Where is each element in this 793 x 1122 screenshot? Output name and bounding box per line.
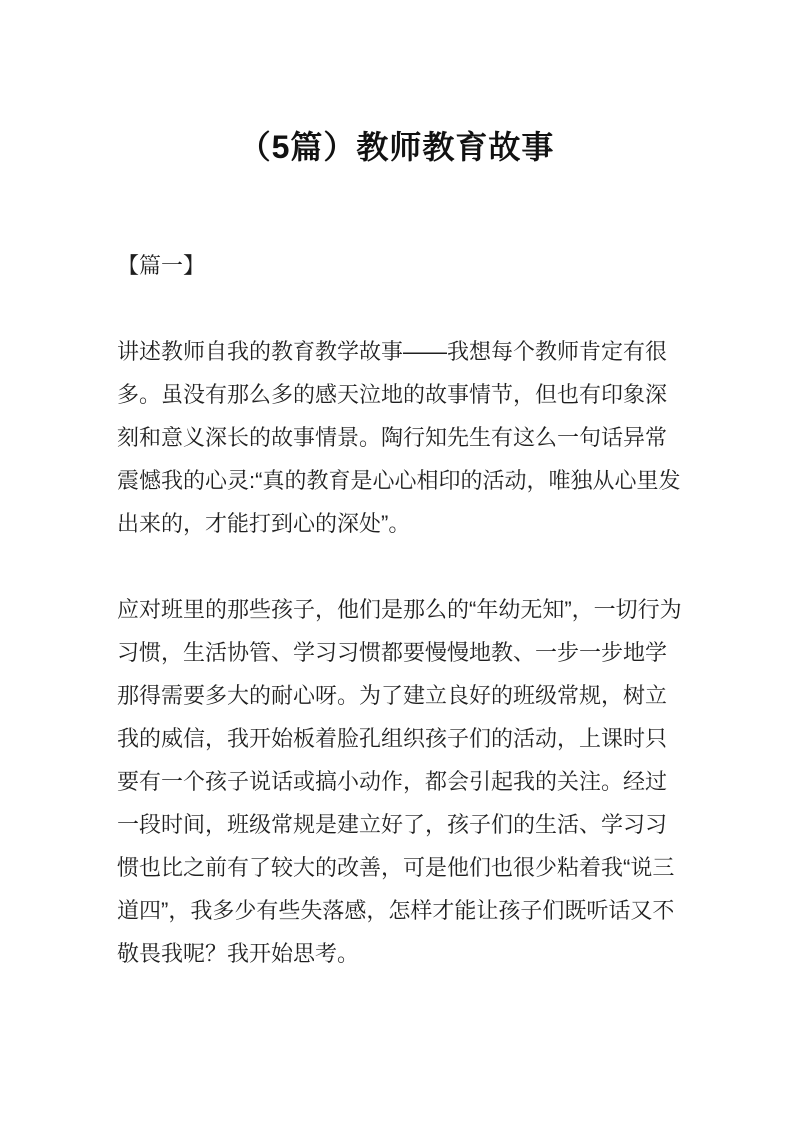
text-line: 震憾我的心灵:“真的教育是心心相印的活动，唯独从心里发 [117,468,681,493]
text-line: 一段时间，班级常规是建立好了，孩子们的生活、学习习 [117,812,668,837]
section-heading: 【篇一】 [117,253,206,278]
paragraph [117,330,681,545]
text-line: 我的威信，我开始板着脸孔组织孩子们的活动，上课时只 [117,726,668,751]
text-line: 要有一个孩子说话或搞小动作，都会引起我的关注。经过 [117,769,668,794]
text-line: 讲述教师自我的教育教学故事——我想每个教师肯定有很 [117,339,668,364]
text-line: 刻和意义深长的故事情景。陶行知先生有这么一句话异常 [117,425,668,450]
text-line: 出来的，才能打到心的深处”。 [117,511,411,536]
document-title: （5篇）教师教育故事 [238,129,555,165]
text-line: 多。虽没有那么多的感天泣地的故事情节，但也有印象深 [117,382,668,407]
text-line: 那得需要多大的耐心呀。为了建立良好的班级常规，树立 [117,683,668,708]
text-line: 习惯，生活协管、学习习惯都要慢慢地教、一步一步地学 [117,640,668,665]
text-line: 应对班里的那些孩子，他们是那么的“年幼无知”，一切行为 [117,597,682,622]
text-line: 敬畏我呢？我开始思考。 [117,941,360,966]
paragraph [117,588,682,975]
text-line: 道四”，我多少有些失落感，怎样才能让孩子们既听话又不 [117,898,675,923]
text-line: 惯也比之前有了较大的改善，可是他们也很少粘着我“说三 [117,855,675,880]
